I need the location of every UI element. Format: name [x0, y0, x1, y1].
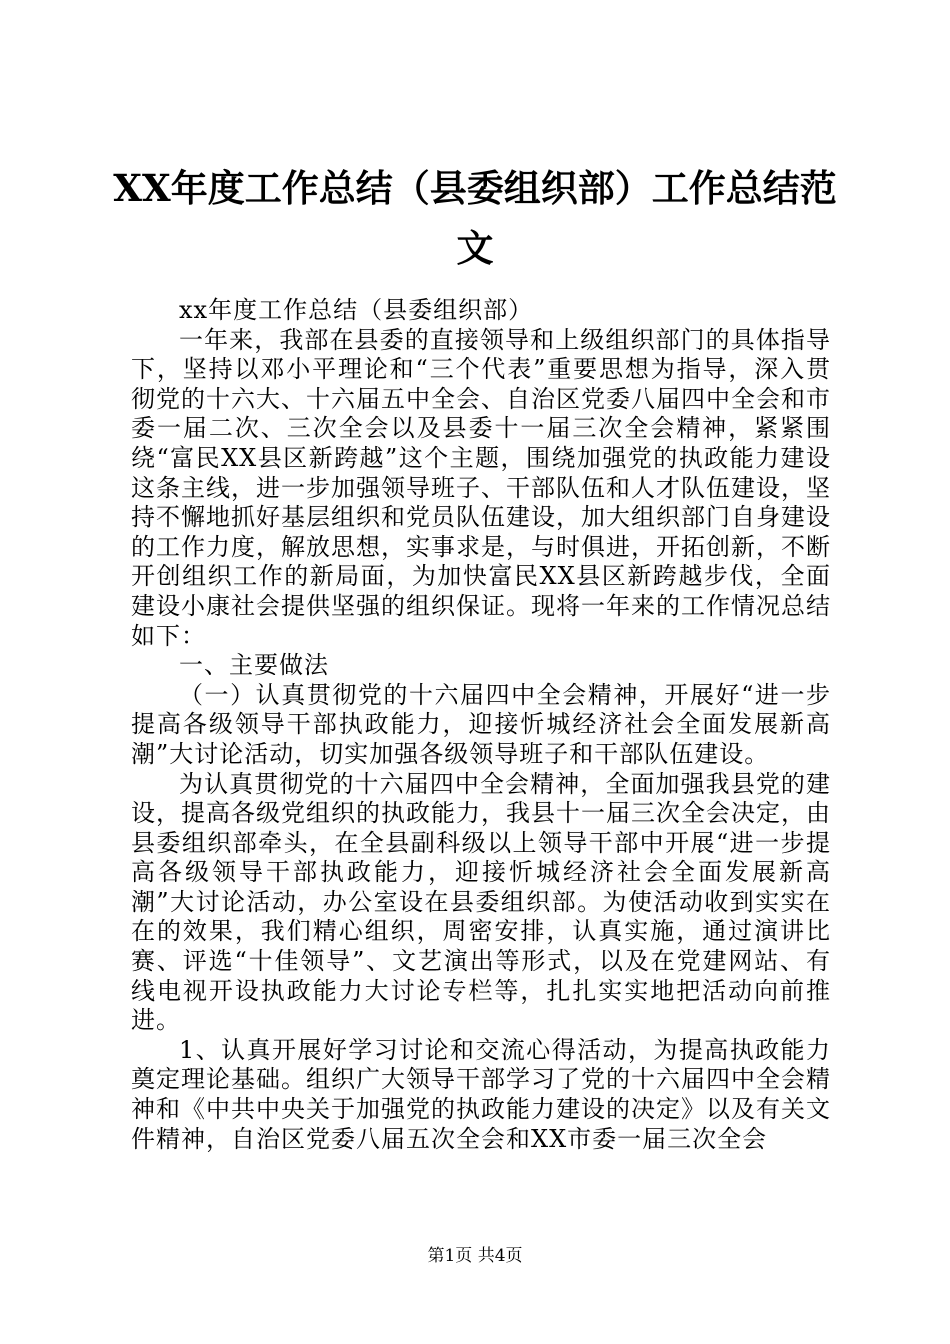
- paragraph-body: 为认真贯彻党的十六届四中全会精神，全面加强我县党的建设，提高各级党组织的执政能力，我县十一届三次全会决定，由县委组织部牵头，在全县副科级以上领导干部中开展“进一步提高各级领导干部执政能力，迎接忻城经济社会全面发展新高潮”大讨论活动，办公室设在县委组织部。为使活动收到实实在在的效果，我们精心组织，周密安排，认真实施，通过演讲比赛、评选“十佳领导”、文艺演出等形式，以及在党建网站、有线电视开设执政能力大讨论专栏等，扎扎实实地把活动向前推进。: [131, 769, 831, 1035]
- paragraph-subtitle: xx年度工作总结（县委组织部）: [179, 296, 534, 324]
- subsection-heading-1: （一）认真贯彻党的十六届四中全会精神，开展好“进一步提高各级领导干部执政能力，迎接忻城经济社会全面发展新高潮”大讨论活动，切实加强各级领导班子和干部队伍建设。: [131, 680, 831, 768]
- paragraph-item-1: 1、认真开展好学习讨论和交流心得活动，为提高执政能力奠定理论基础。组织广大领导干部学习了党的十六届四中全会精神和《中共中央关于加强党的执政能力建设的决定》以及有关文件精神，自治区党委八届五次全会和XX市委一届三次全会: [131, 1035, 831, 1153]
- section-heading-main-practices: 一、主要做法: [179, 651, 329, 680]
- paragraph-intro: 一年来，我部在县委的直接领导和上级组织部门的具体指导下，坚持以邓小平理论和“三个代表”重要思想为指导，深入贯彻党的十六大、十六届五中全会、自治区党委八届四中全会和市委一届二次、三次全会以及县委十一届三次全会精神，紧紧围绕“富民XX县区新跨越”这个主题，围绕加强党的执政能力建设这条主线，进一步加强领导班子、干部队伍和人才队伍建设，坚持不懈地抓好基层组织和党员队伍建设，加大组织部门自身建设的工作力度，解放思想，实事求是，与时俱进，开拓创新，不断开创组织工作的新局面，为加快富民XX县区新跨越步伐，全面建设小康社会提供坚强的组织保证。现将一年来的工作情况总结如下：: [131, 325, 831, 650]
- document-body: [131, 296, 831, 1154]
- document-title: XX年度工作总结（县委组织部）工作总结范文: [113, 166, 837, 270]
- page-footer: 第1页 共4页: [427, 1246, 523, 1266]
